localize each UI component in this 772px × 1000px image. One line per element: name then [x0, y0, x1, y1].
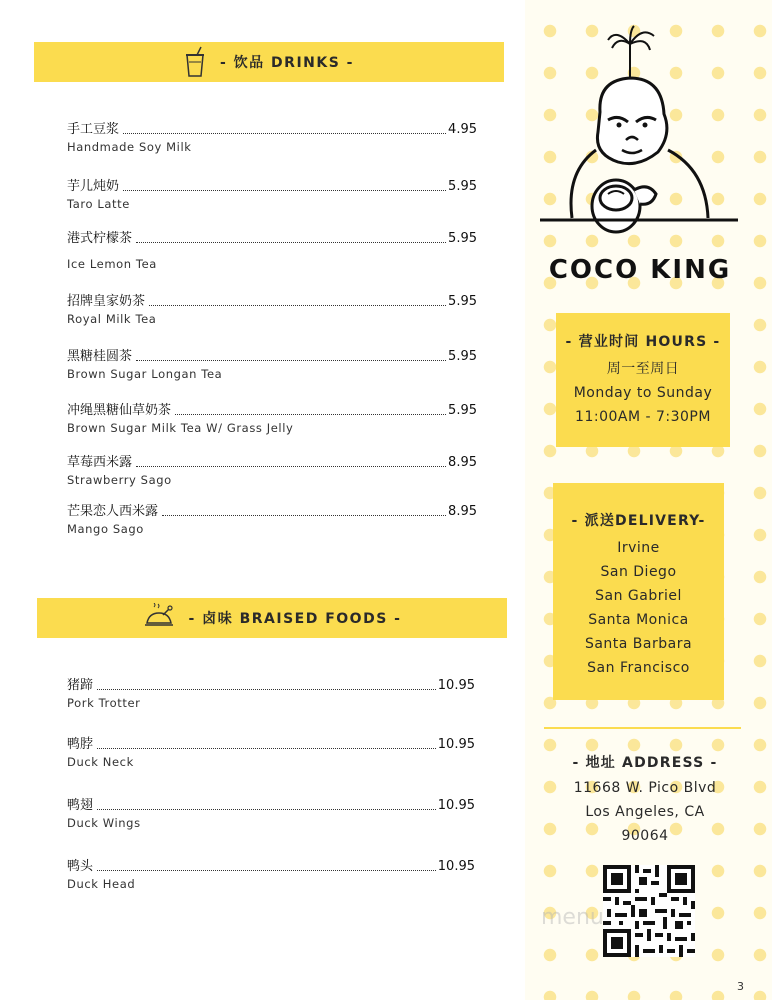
leader-dots: [136, 242, 446, 243]
menu-item-soy-milk: [67, 120, 477, 154]
leader-dots: [136, 466, 446, 467]
item-name-en: Duck Wings: [67, 816, 141, 830]
item-price: 8.95: [448, 504, 477, 519]
leader-dots: [123, 190, 446, 191]
drink-cup-icon: [184, 47, 208, 77]
item-name-en: Handmade Soy Milk: [67, 140, 192, 154]
item-name-cn: 港式柠檬茶: [67, 231, 133, 246]
address-title: - 地址 ADDRESS -: [572, 755, 718, 771]
leader-dots: [136, 360, 446, 361]
item-name-cn: 鸭翅: [67, 798, 94, 813]
leader-dots: [149, 305, 446, 306]
item-price: 10.95: [437, 859, 475, 874]
address-street: 11668 W. Pico Blvd: [573, 780, 717, 796]
item-price: 5.95: [448, 403, 477, 418]
menu-item-duck-neck: [67, 735, 475, 769]
item-name-en: Pork Trotter: [67, 696, 141, 710]
item-name-en: Brown Sugar Milk Tea W/ Grass Jelly: [67, 421, 294, 435]
gorilla-logo-icon: [538, 22, 743, 247]
delivery-area: Santa Monica: [588, 612, 689, 628]
roast-chicken-icon: [143, 603, 177, 633]
delivery-title: - 派送DELIVERY-: [571, 513, 706, 529]
drinks-section-header: [34, 42, 504, 82]
page-number: 3: [737, 980, 744, 993]
menu-item-grass-jelly-milk-tea: [67, 401, 477, 435]
item-price: 5.95: [448, 231, 477, 246]
delivery-area: Irvine: [617, 540, 660, 556]
item-name-cn: 招牌皇家奶茶: [67, 294, 146, 309]
item-price: 5.95: [448, 349, 477, 364]
menu-item-ice-lemon-tea: [67, 229, 477, 271]
address-city: Los Angeles, CA: [585, 804, 705, 820]
item-name-cn: 猪蹄: [67, 678, 94, 693]
hours-title: - 营业时间 HOURS -: [565, 334, 721, 350]
leader-dots: [123, 133, 446, 134]
section-divider: [544, 727, 741, 729]
braised-section-title: - 卤味 BRAISED FOODS -: [188, 611, 402, 627]
item-name-cn: 手工豆浆: [67, 122, 120, 137]
item-name-en: Brown Sugar Longan Tea: [67, 367, 223, 381]
item-price: 5.95: [448, 294, 477, 309]
menu-item-mango-sago: [67, 502, 477, 536]
menu-item-duck-head: [67, 857, 475, 891]
delivery-area: San Diego: [600, 564, 677, 580]
item-name-cn: 芋儿炖奶: [67, 179, 120, 194]
item-name-cn: 芒果恋人西米露: [67, 504, 159, 519]
menu-item-pork-trotter: [67, 676, 475, 710]
hours-box: [556, 313, 730, 447]
hours-days-cn: 周一至周日: [606, 361, 680, 377]
item-name-en: Royal Milk Tea: [67, 312, 157, 326]
item-name-en: Strawberry Sago: [67, 473, 172, 487]
delivery-area: San Francisco: [587, 660, 690, 676]
item-name-en: Ice Lemon Tea: [67, 257, 157, 271]
item-price: 10.95: [437, 798, 475, 813]
menu-item-strawberry-sago: [67, 453, 477, 487]
qr-code-icon[interactable]: [603, 865, 695, 957]
menu-item-royal-milk-tea: [67, 292, 477, 326]
delivery-area: Santa Barbara: [584, 636, 693, 652]
hours-time: 11:00AM - 7:30PM: [575, 409, 711, 425]
leader-dots: [97, 870, 436, 871]
braised-section-header: [37, 598, 507, 638]
address-zip: 90064: [621, 828, 669, 844]
item-price: 5.95: [448, 179, 477, 194]
item-name-cn: 黑糖桂圆茶: [67, 349, 133, 364]
item-price: 8.95: [448, 455, 477, 470]
brand-name: COCO KING: [548, 255, 732, 285]
item-name-en: Duck Head: [67, 877, 136, 891]
item-name-en: Taro Latte: [67, 197, 130, 211]
leader-dots: [97, 809, 436, 810]
item-name-cn: 冲绳黑糖仙草奶茶: [67, 403, 172, 418]
menu-item-taro-latte: [67, 177, 477, 211]
item-price: 10.95: [437, 737, 475, 752]
leader-dots: [175, 414, 446, 415]
item-name-cn: 鸭脖: [67, 737, 94, 752]
menu-item-duck-wings: [67, 796, 475, 830]
item-name-cn: 草莓西米露: [67, 455, 133, 470]
hours-days-en: Monday to Sunday: [573, 385, 713, 401]
menu-item-brown-sugar-longan-tea: [67, 347, 477, 381]
item-name-en: Mango Sago: [67, 522, 144, 536]
delivery-box: [553, 483, 724, 700]
item-name-en: Duck Neck: [67, 755, 134, 769]
watermark: menu: [541, 905, 604, 930]
item-price: 4.95: [448, 122, 477, 137]
address-block: [545, 752, 745, 848]
drinks-section-title: - 饮品 DRINKS -: [219, 55, 354, 71]
leader-dots: [97, 689, 436, 690]
delivery-area: San Gabriel: [595, 588, 682, 604]
leader-dots: [97, 748, 436, 749]
leader-dots: [162, 515, 446, 516]
item-price: 10.95: [437, 678, 475, 693]
item-name-cn: 鸭头: [67, 859, 94, 874]
